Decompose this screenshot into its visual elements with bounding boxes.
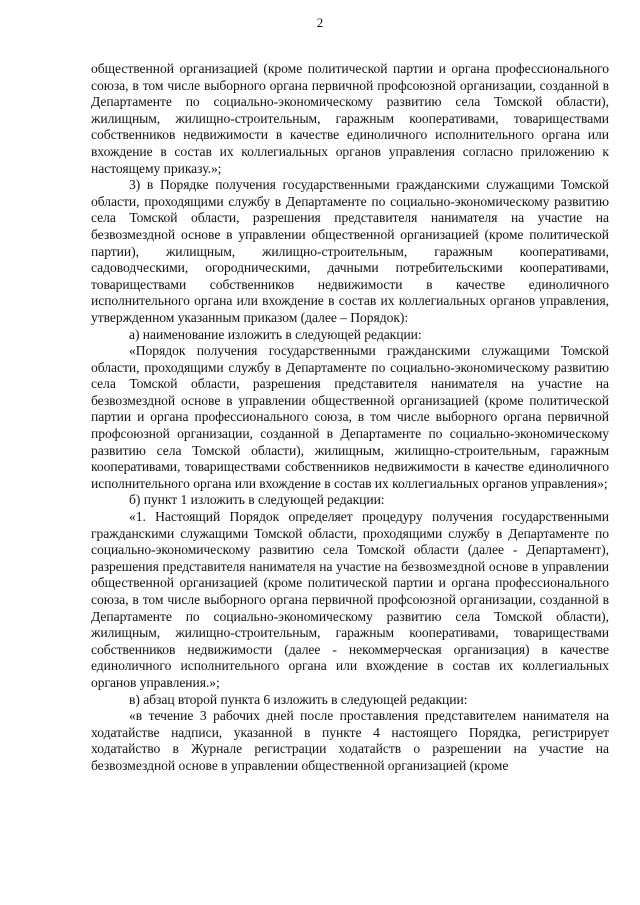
- paragraph-item-3: 3) в Порядке получения государственными гражданскими служащими Томской области, проходящими службу в Департаменте по социально-экономическому развитию села Томской области, разрешения представителя нанимателя на участие на безвозмездной основе в управлении общественной организацией (кроме политической партии), жилищным, жилищно-строительным, гаражным кооперативами, садоводческими, огородническими, дачными потребительскими кооперативами, товариществами собственников недвижимости в качестве единоличного исполнительного органа или вхождение в состав их коллегиальных органов управления, утвержденном указанным приказом (далее – Порядок):: [91, 177, 609, 325]
- paragraph-quote-item-1: «1. Настоящий Порядок определяет процедуру получения государственными гражданскими служащими Томской области, проходящими службу в Департаменте по социально-экономическому развитию села Томской области (далее - Департамент), разрешения представителя нанимателя на участие на безвозмездной основе в управлении общественной организацией (кроме политической партии и органа профессионального союза, в том числе выборного органа первичной профсоюзной организации, созданной в Департаменте по социально-экономическому развитию села Томской области), жилищным, жилищно-строительным, гаражным кооперативами, товариществами собственников недвижимости (далее - некоммерческая организация) в качестве единоличного исполнительного органа или вхождение в состав их коллегиальных органов управления.»;: [91, 509, 609, 690]
- paragraph-quote-item-6: «в течение 3 рабочих дней после проставления представителем нанимателя на ходатайстве надписи, указанной в пункте 4 настоящего Порядка, регистрирует ходатайство в Журнале регистрации ходатайств о разрешении на участие на безвозмездной основе в управлении общественной организацией (кроме: [91, 708, 609, 773]
- document-body: [91, 61, 609, 775]
- paragraph-subitem-a: а) наименование изложить в следующей редакции:: [129, 326, 422, 342]
- paragraph-subitem-b: б) пункт 1 изложить в следующей редакции:: [129, 492, 385, 508]
- paragraph-subitem-v: в) абзац второй пункта 6 изложить в следующей редакции:: [129, 691, 468, 707]
- paragraph-continuation: общественной организацией (кроме политической партии и органа профессионального союза, в том числе выборного органа первичной профсоюзной организации, созданной в Департаменте по социально-экономическому развитию села Томской области), жилищным, жилищно-строительным, гаражным кооперативами, товариществами собственников недвижимости в качестве единоличного исполнительного органа или вхождение в состав их коллегиальных органов управления согласно приложению к настоящему приказу.»;: [91, 61, 609, 176]
- paragraph-quote-title: «Порядок получения государственными гражданскими служащими Томской области, проходящими службу в Департаменте по социально-экономическому развитию села Томской области, разрешения представителя нанимателя на участие на безвозмездной основе в управлении общественной организацией (кроме политической партии и органа профессионального союза, в том числе выборного органа первичной профсоюзной организации, созданной в Департаменте по социально-экономическому развитию села Томской области), жилищным, жилищно-строительным, гаражным кооперативами, товариществами собственников недвижимости в качестве единоличного исполнительного органа или вхождение в состав их коллегиальных органов управления»;: [91, 343, 609, 491]
- page-number: 2: [316, 15, 324, 30]
